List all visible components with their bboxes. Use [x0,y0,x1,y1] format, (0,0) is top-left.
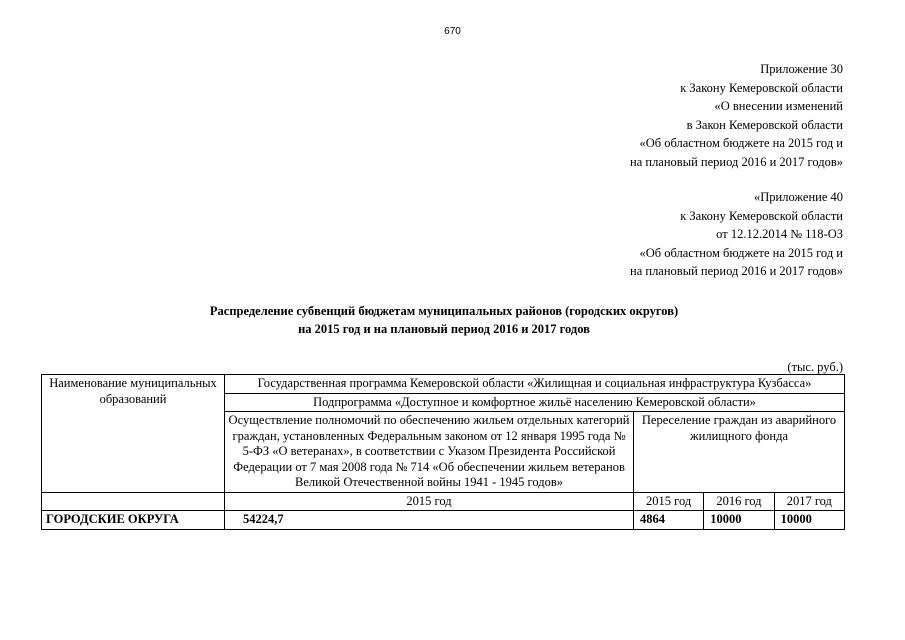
row-value: 10000 [704,511,774,530]
header-year: 2016 год [704,492,774,511]
header-measure-resettlement: Переселение граждан из аварийного жилищного фонда [634,412,845,493]
table-year-row [42,492,845,511]
page-number: 670 [444,26,461,37]
appendix-line: «О внесении изменений [714,99,843,114]
header-measure-veterans: Осуществление полномочий по обеспечению жильем отдельных категорий граждан, установленных Федеральным законом от 12 января 1995 года № 5-ФЗ «О ветеранах», в соответствии с Указом Президента Российской Федерации от 7 мая 2008 года № 714 «Об обеспечении жильем ветеранов Великой Отечественной войны 1941 - 1945 годов» [225,412,634,493]
header-municipality: Наименование муниципальных образований [42,375,225,493]
title-line-1: Распределение субвенций бюджетам муниципальных районов (городских округов) [209,304,679,318]
appendix-30-block [630,60,843,172]
header-program: Государственная программа Кемеровской области «Жилищная и социальная инфраструктура Кузбасса» [225,375,845,394]
subventions-table [41,374,845,530]
appendix-line: в Закон Кемеровской области [686,117,843,132]
appendix-line: на плановый период 2016 и 2017 годов» [630,154,843,169]
header-year: 2015 год [634,492,704,511]
table-header-row [42,375,845,394]
table-row [42,511,845,530]
row-value: 10000 [774,511,844,530]
row-value: 54224,7 [225,511,634,530]
header-subprogram: Подпрограмма «Доступное и комфортное жильё населению Кемеровской области» [225,393,845,412]
document-title [42,302,846,338]
header-empty-cell [42,492,225,511]
units-label: (тыс. руб.) [787,360,843,374]
appendix-line: «Приложение 40 [754,190,843,204]
header-year: 2017 год [774,492,844,511]
appendix-40-block [630,188,843,281]
appendix-line: от 12.12.2014 № 118-ОЗ [716,227,843,242]
appendix-line: Приложение 30 [760,62,843,76]
appendix-line: к Закону Кемеровской области [680,208,843,223]
row-value: 4864 [634,511,704,530]
appendix-line: «Об областном бюджете на 2015 год и [639,245,843,260]
row-name: ГОРОДСКИЕ ОКРУГА [42,511,225,530]
header-year: 2015 год [225,492,634,511]
appendix-line: на плановый период 2016 и 2017 годов» [630,264,843,279]
appendix-line: к Закону Кемеровской области [680,80,843,95]
appendix-line: «Об областном бюджете на 2015 год и [639,136,843,151]
title-line-2: на 2015 год и на плановый период 2016 и 2017 годов [298,322,590,336]
